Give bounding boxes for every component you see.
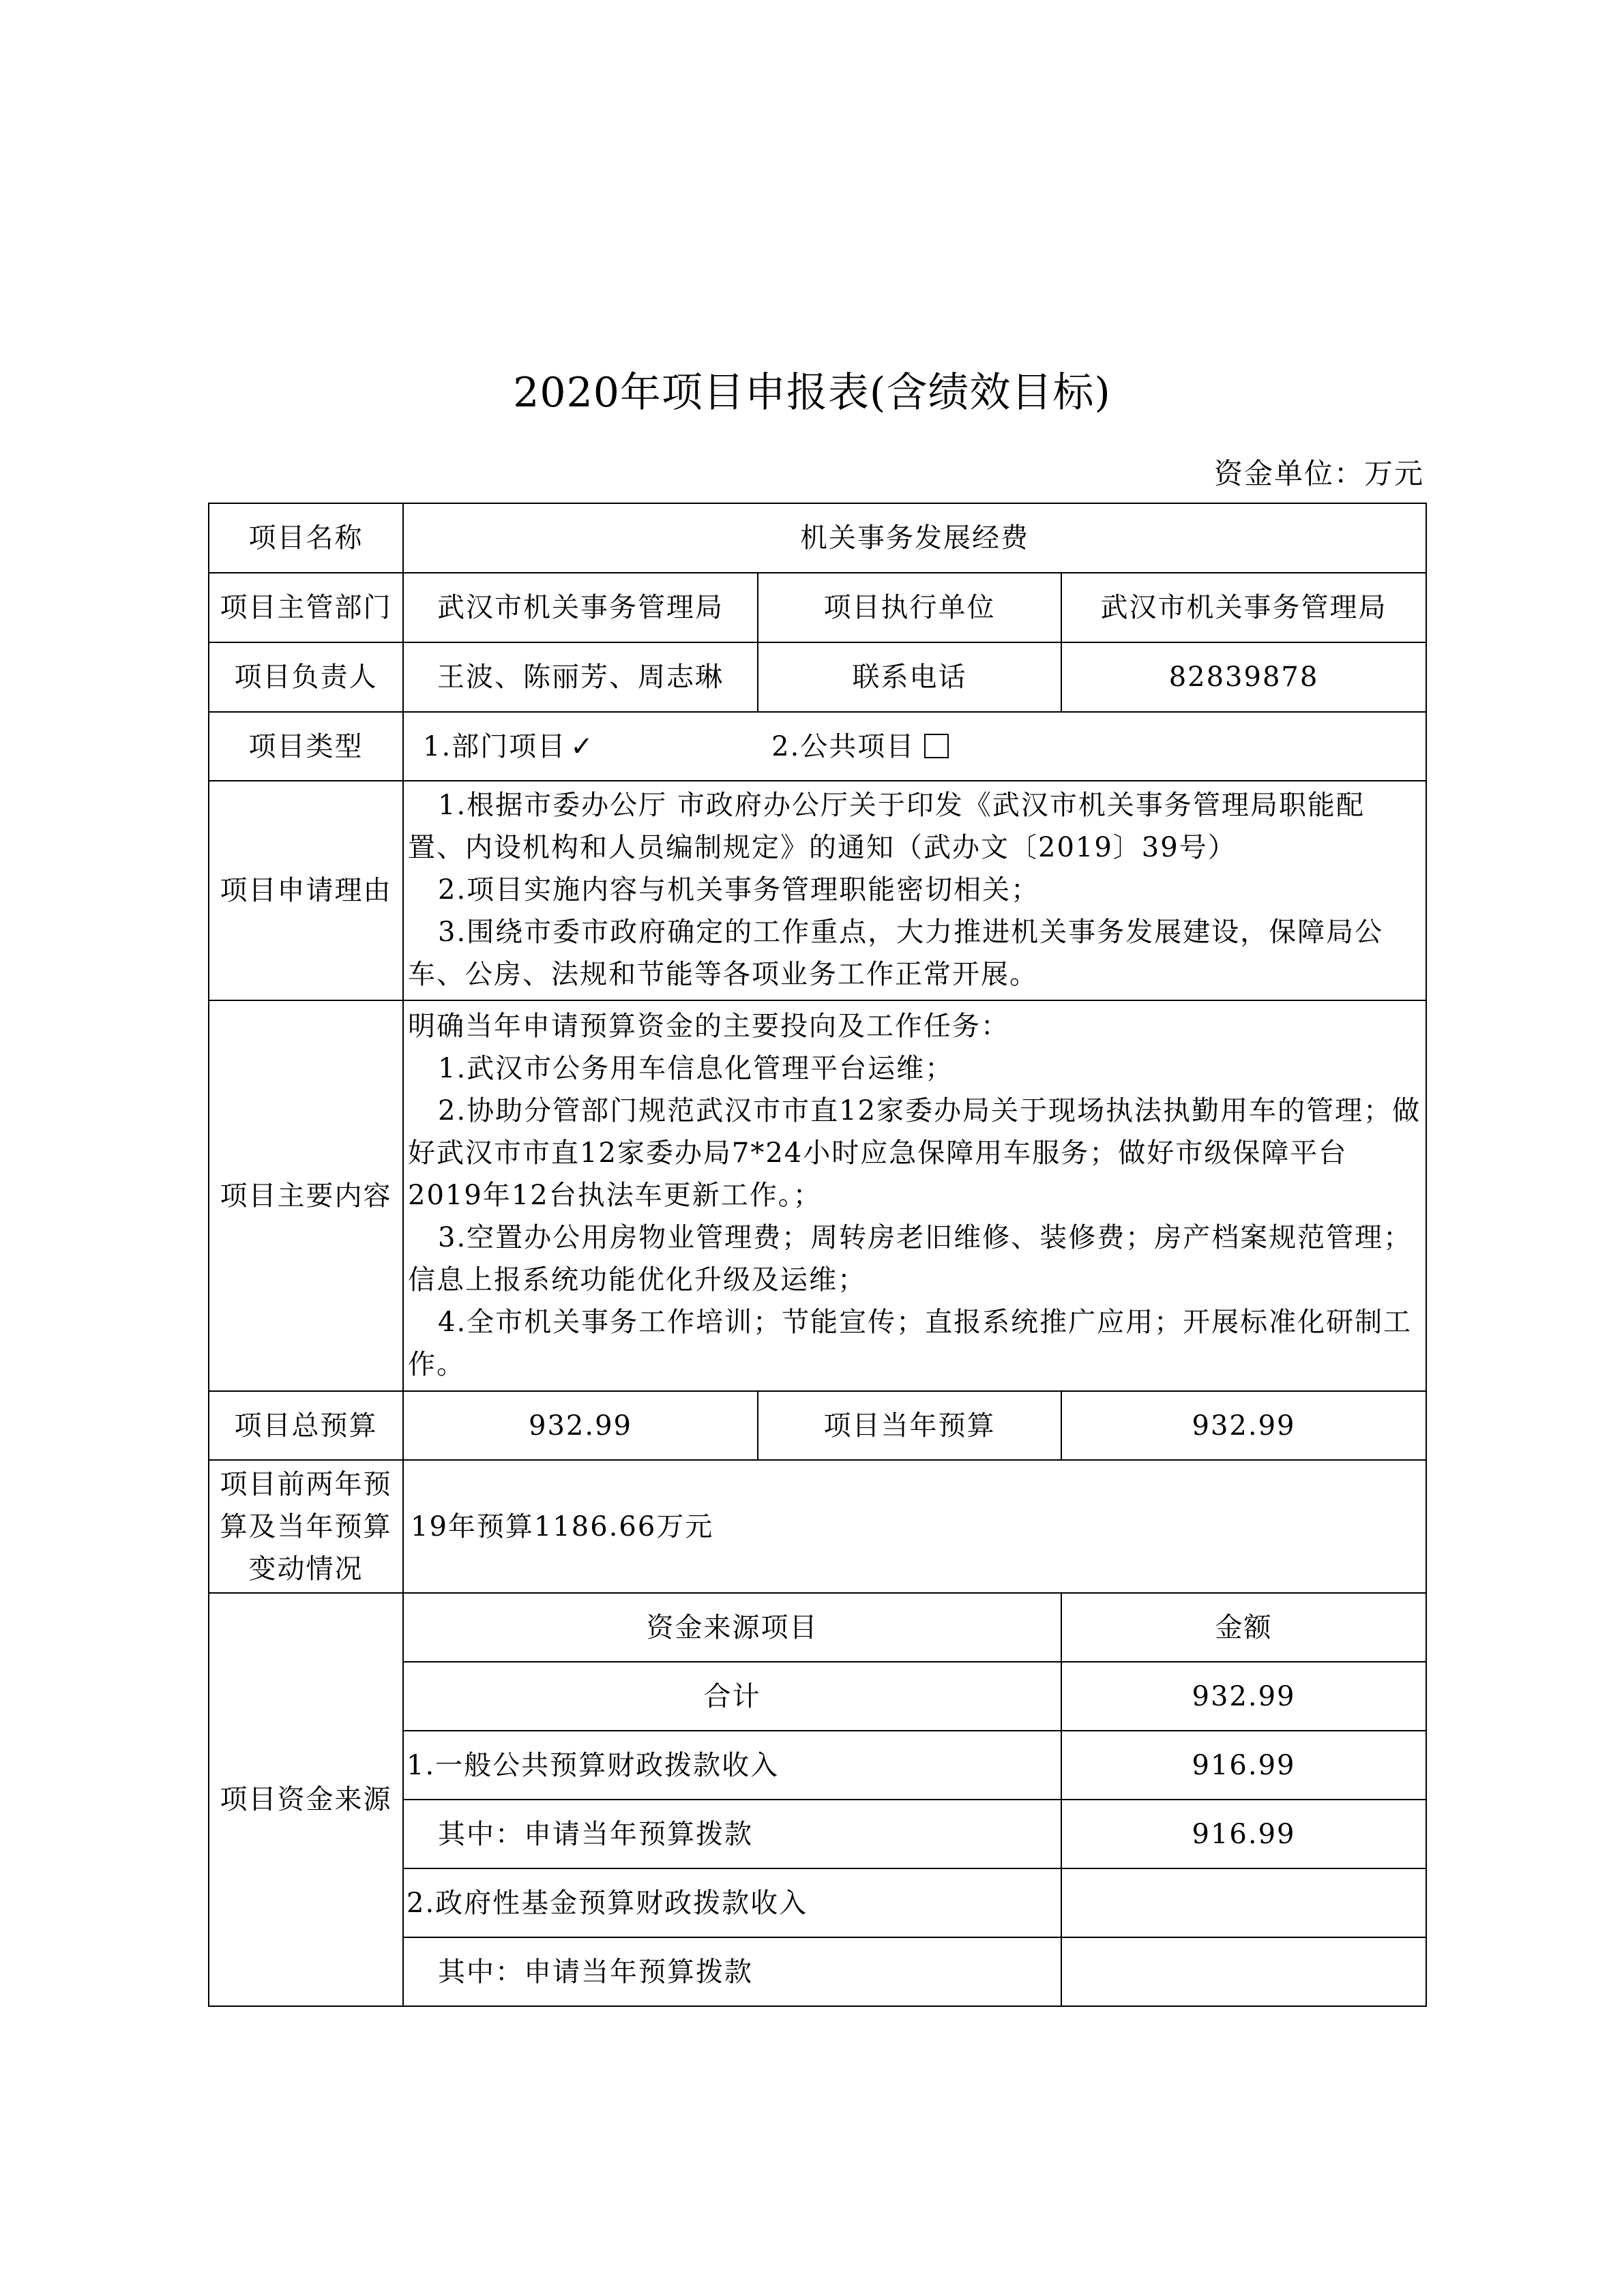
unit-note: 资金单位：万元 <box>1213 457 1424 490</box>
value-budget-change: 19年预算1186.66万元 <box>403 1460 1426 1593</box>
value-content <box>403 1000 1426 1391</box>
reason-line: 2.项目实施内容与机关事务管理职能密切相关； <box>438 874 1040 906</box>
value-project-name: 机关事务发展经费 <box>403 503 1426 573</box>
row-project-name <box>209 503 1426 573</box>
label-project-type: 项目类型 <box>209 712 403 781</box>
funding-header-item: 资金来源项目 <box>403 1593 1061 1662</box>
empty-checkbox-icon <box>924 734 949 758</box>
label-leader: 项目负责人 <box>209 642 403 712</box>
funding-amount: 932.99 <box>1061 1662 1426 1731</box>
reason-line: 1.根据市委办公厅 市政府办公厅关于印发《武汉市机关事务管理局职能配置、内设机构和人员编制规定》的通知（武办文〔2019〕39号） <box>408 790 1365 863</box>
label-department: 项目主管部门 <box>209 573 403 642</box>
type-option-public: 2.公共项目 <box>771 730 915 762</box>
value-executor: 武汉市机关事务管理局 <box>1061 573 1426 642</box>
funding-item: 2.政府性基金预算财政拨款收入 <box>403 1868 1061 1937</box>
funding-item: 其中：申请当年预算拨款 <box>403 1800 1061 1868</box>
funding-header-amount: 金额 <box>1061 1593 1426 1662</box>
row-reason <box>209 781 1426 1000</box>
row-leader <box>209 642 1426 712</box>
label-content: 项目主要内容 <box>209 1000 403 1391</box>
value-total-budget: 932.99 <box>403 1391 758 1460</box>
content-line: 1.武汉市公务用车信息化管理平台运维； <box>438 1052 954 1084</box>
row-budget-change <box>209 1460 1426 1593</box>
label-year-budget: 项目当年预算 <box>758 1391 1061 1460</box>
label-project-name: 项目名称 <box>209 503 403 573</box>
label-reason: 项目申请理由 <box>209 781 403 1000</box>
funding-amount <box>1061 1937 1426 2006</box>
content-line: 3.空置办公用房物业管理费；周转房老旧维修、装修费；房产档案规范管理；信息上报系统功能优化升级及运维； <box>408 1221 1413 1296</box>
content-intro: 明确当年申请预算资金的主要投向及工作任务： <box>408 1010 1009 1042</box>
checkmark-icon: ✓ <box>570 730 595 762</box>
funding-amount: 916.99 <box>1061 1731 1426 1800</box>
page-title: 2020年项目申报表(含绩效目标) <box>513 369 1111 417</box>
value-phone: 82839878 <box>1061 642 1426 712</box>
funding-item: 合计 <box>403 1662 1061 1731</box>
label-phone: 联系电话 <box>758 642 1061 712</box>
label-total-budget: 项目总预算 <box>209 1391 403 1460</box>
label-executor: 项目执行单位 <box>758 573 1061 642</box>
label-funding: 项目资金来源 <box>209 1593 403 2006</box>
application-form-table <box>208 503 1427 2007</box>
funding-amount <box>1061 1868 1426 1937</box>
type-option-department: 1.部门项目 <box>423 730 567 762</box>
label-budget-change: 项目前两年预算及当年预算变动情况 <box>209 1460 403 1593</box>
row-project-type <box>209 712 1426 781</box>
row-content <box>209 1000 1426 1391</box>
funding-amount: 916.99 <box>1061 1800 1426 1868</box>
row-funding-header <box>209 1593 1426 1662</box>
content-line: 2.协助分管部门规范武汉市市直12家委办局关于现场执法执勤用车的管理；做好武汉市市直12家委办局7*24小时应急保障用车服务；做好市级保障平台2019年12台执法车更新工作。； <box>408 1094 1421 1211</box>
row-department <box>209 573 1426 642</box>
value-reason <box>403 781 1426 1000</box>
reason-line: 3.围绕市委市政府确定的工作重点，大力推进机关事务发展建设，保障局公车、公房、法规和节能等各项业务工作正常开展。 <box>408 916 1384 990</box>
value-project-type <box>403 712 1426 781</box>
value-department: 武汉市机关事务管理局 <box>403 573 758 642</box>
value-leader: 王波、陈丽芳、周志琳 <box>403 642 758 712</box>
funding-item: 其中：申请当年预算拨款 <box>403 1937 1061 2006</box>
value-year-budget: 932.99 <box>1061 1391 1426 1460</box>
funding-item: 1.一般公共预算财政拨款收入 <box>403 1731 1061 1800</box>
row-budget <box>209 1391 1426 1460</box>
content-line: 4.全市机关事务工作培训；节能宣传；直报系统推广应用；开展标准化研制工作。 <box>408 1306 1413 1380</box>
